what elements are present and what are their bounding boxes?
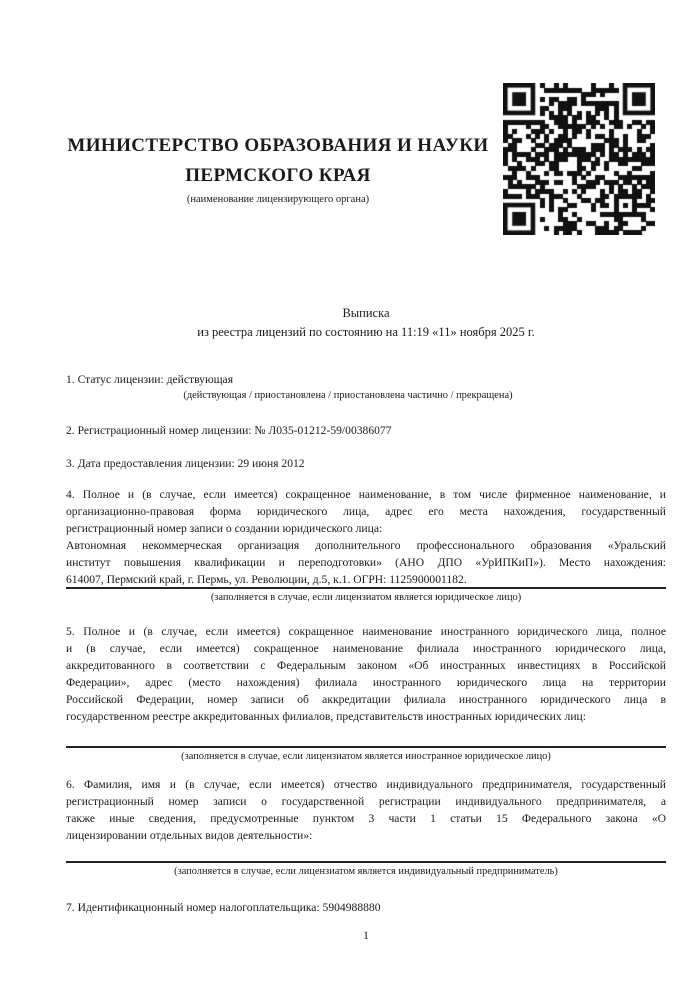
ministry-name-line1: МИНИСТЕРСТВО ОБРАЗОВАНИЯ И НАУКИ bbox=[67, 135, 489, 156]
text-line: и (в случае, если имеется) сокращенное наименование филиала иностранного юридического лица, bbox=[66, 642, 666, 655]
ministry-name-line2: ПЕРМСКОГО КРАЯ bbox=[185, 165, 371, 186]
document-title-line2: из реестра лицензий по состоянию на 11:19 «11» ноября 2025 г. bbox=[197, 325, 535, 339]
licensing-authority-header bbox=[66, 131, 490, 207]
item-legal-entity bbox=[66, 486, 666, 588]
item-legal-entity-value bbox=[66, 537, 666, 588]
item-foreign-entity-caption: (заполняется в случае, если лицензиатом является иностранное юридическое лицо) bbox=[66, 746, 666, 763]
text-line: 6. Фамилия, имя и (в случае, если имеется) отчество индивидуального предпринимателя, государственный bbox=[66, 778, 666, 791]
item-license-status-caption: (действующая / приостановлена / приостановлена частично / прекращена) bbox=[183, 390, 513, 401]
document-title-line1: Выписка bbox=[342, 306, 390, 320]
text-line: 4. Полное и (в случае, если имеется) сокращенное наименование, в том числе фирменное наименование, и bbox=[66, 488, 666, 501]
item-license-status: 1. Статус лицензии: действующая bbox=[66, 373, 234, 386]
text-line: институт повышения квалификации и переподготовки» (АНО ДПО «УрИПКиП»). Место нахождения: bbox=[66, 556, 666, 569]
item-individual-entrepreneur bbox=[66, 776, 666, 844]
item-individual-entrepreneur-caption: (заполняется в случае, если лицензиатом является индивидуальный предприниматель) bbox=[66, 861, 666, 878]
qr-code-image bbox=[503, 83, 655, 235]
item-foreign-entity bbox=[66, 623, 666, 725]
text-line: аккредитованного в соответствии с Федеральным законом «Об иностранных инвестициях в Российской bbox=[66, 659, 666, 672]
text-line: 5. Полное и (в случае, если имеется) сокращенное наименование иностранного юридического лица, полное bbox=[66, 625, 666, 638]
text-line: Российской Федерации, номер записи об аккредитации филиала иностранного юридического лица в bbox=[66, 693, 666, 706]
item-registration-number: 2. Регистрационный номер лицензии: № Л035-01212-59/00386077 bbox=[66, 424, 392, 437]
item-license-date: 3. Дата предоставления лицензии: 29 июня 2012 bbox=[66, 457, 305, 470]
text-line: также иные сведения, предусмотренные пунктом 3 части 1 статьи 15 Федерального закона «О bbox=[66, 812, 666, 825]
document-title bbox=[66, 304, 666, 342]
page-number: 1 bbox=[363, 928, 369, 942]
text-line: лицензировании отдельных видов деятельности»: bbox=[66, 829, 313, 842]
text-line: регистрационный номер записи о государственной регистрации индивидуального предпринимателя, а bbox=[66, 795, 666, 808]
text-line: Федерации», адрес (место нахождения) филиала иностранного юридического лица на территории bbox=[66, 676, 666, 689]
text-line: регистрационный номер записи о создании юридического лица: bbox=[66, 522, 383, 535]
text-line: Автономная некоммерческая организация дополнительного профессионального образования «Уральский bbox=[66, 539, 666, 552]
item-legal-entity-caption: (заполняется в случае, если лицензиатом является юридическое лицо) bbox=[66, 587, 666, 604]
text-line: организационно-правовая форма юридического лица, адрес его места нахождения, государственный bbox=[66, 505, 666, 518]
text-line: 614007, Пермский край, г. Пермь, ул. Революции, д.5, к.1. ОГРН: 1125900001182. bbox=[66, 573, 467, 586]
authority-caption: (наименование лицензирующего органа) bbox=[186, 194, 370, 205]
item-taxpayer-number: 7. Идентификационный номер налогоплательщика: 5904988880 bbox=[66, 901, 381, 914]
qr-code bbox=[503, 83, 655, 235]
text-line: государственном реестре аккредитованных филиалов, представительств иностранных юридических лиц: bbox=[66, 710, 586, 723]
item-legal-entity-label bbox=[66, 486, 666, 537]
